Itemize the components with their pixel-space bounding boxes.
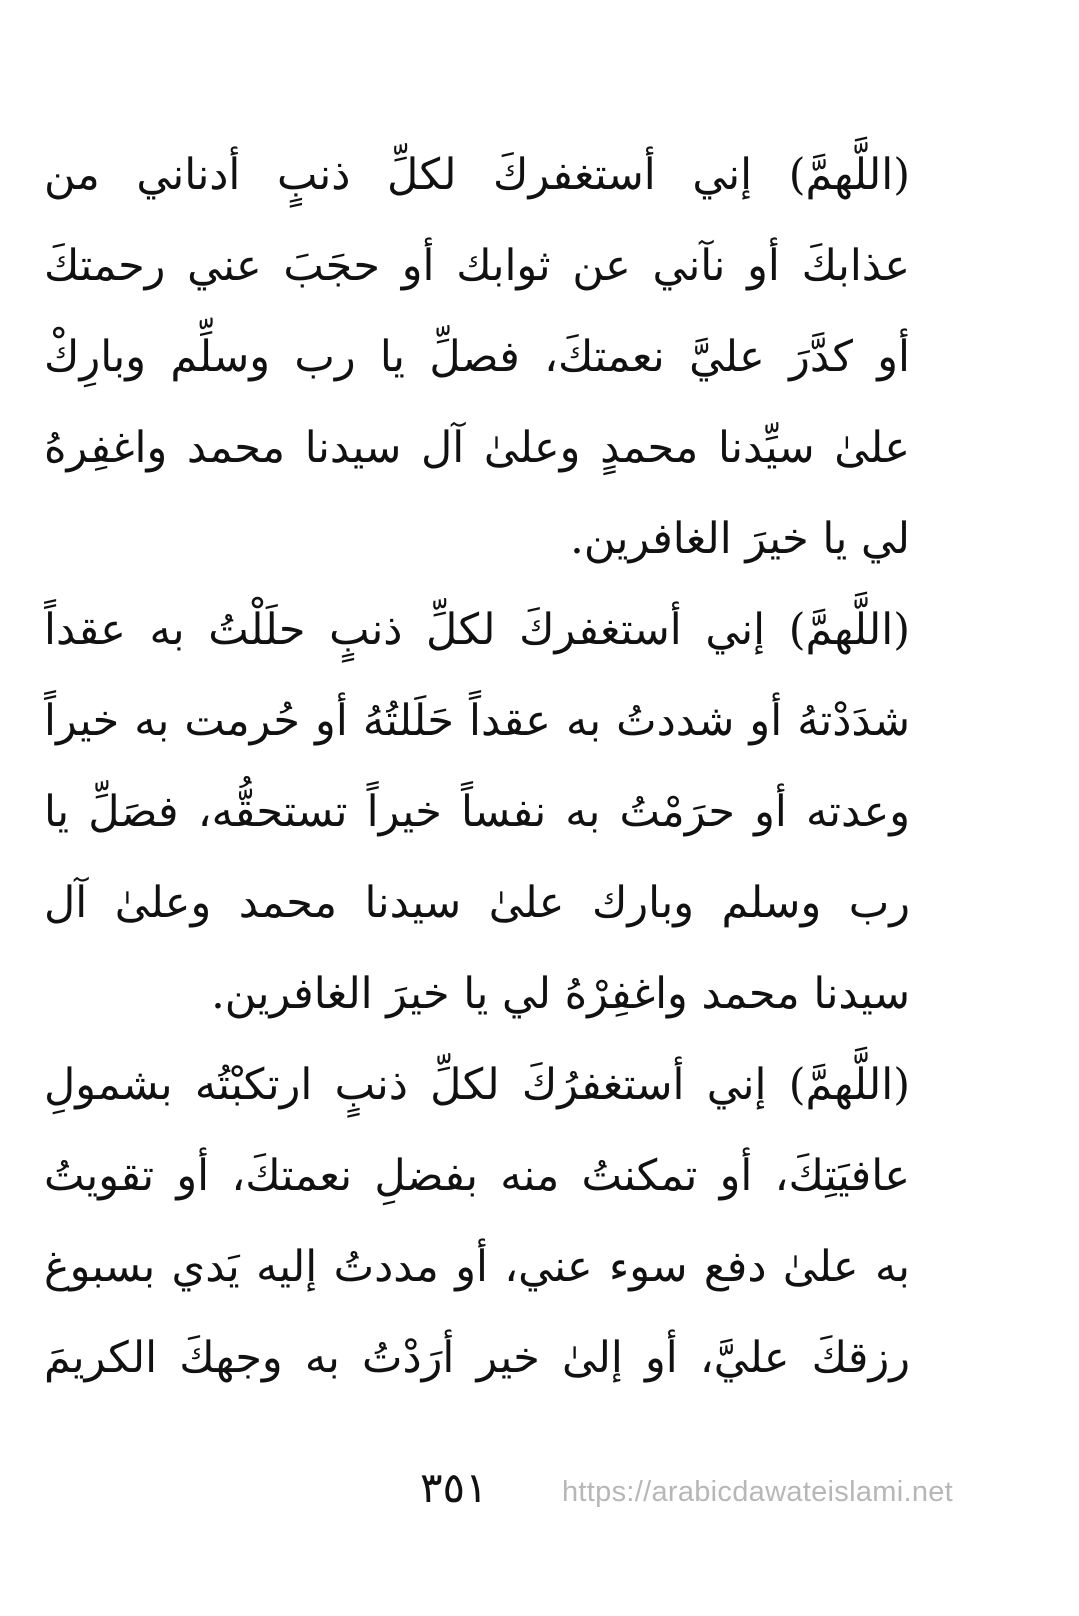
text-line: لي يا خيرَ الغافرين. bbox=[570, 514, 910, 564]
prayer-paragraph-3 bbox=[44, 1040, 910, 1404]
text-line: به علىٰ دفع سوء عني، أو مددتُ إليه يَدي بسبوغ bbox=[44, 1242, 910, 1292]
page-body-text bbox=[44, 130, 910, 1404]
text-line: عذابكَ أو نآني عن ثوابك أو حجَبَ عني رحمتكَ bbox=[44, 241, 910, 291]
source-watermark-url: https://arabicdawateislami.net bbox=[562, 1476, 954, 1508]
text-line: رب وسلم وبارك علىٰ سيدنا محمد وعلىٰ آل bbox=[44, 878, 910, 928]
text-line: عافيَتِكَ، أو تمكنتُ منه بفضلِ نعمتكَ، أو تقويتُ bbox=[44, 1151, 910, 1201]
text-line: (اللَّهمَّ) إني أستغفركَ لكلِّ ذنبٍ أدناني من bbox=[44, 150, 910, 200]
text-line: علىٰ سيِّدنا محمدٍ وعلىٰ آل سيدنا محمد واغفِرهُ bbox=[44, 423, 910, 473]
text-line: أو كدَّرَ عليَّ نعمتكَ، فصلِّ يا رب وسلِّم وبارِكْ bbox=[44, 332, 910, 382]
text-line: سيدنا محمد واغفِرْهُ لي يا خيرَ الغافرين. bbox=[211, 969, 910, 1019]
text-line: (اللَّهمَّ) إني أستغفركَ لكلِّ ذنبٍ حلَلْتُ به عقداً bbox=[44, 605, 910, 655]
text-line: (اللَّهمَّ) إني أستغفرُكَ لكلِّ ذنبٍ ارتكبْتُه بشمولِ bbox=[44, 1060, 910, 1110]
prayer-paragraph-1 bbox=[44, 130, 910, 585]
prayer-paragraph-2 bbox=[44, 585, 910, 1040]
text-line: رزقكَ عليَّ، أو إلىٰ خير أرَدْتُ به وجهكَ الكريمَ bbox=[44, 1333, 910, 1383]
text-line: شدَدْتهُ أو شددتُ به عقداً حَلَلتُهُ أو حُرمت به خيراً bbox=[44, 696, 910, 746]
page-footer bbox=[420, 1460, 1020, 1520]
text-line: وعدته أو حرَمْتُ به نفساً خيراً تستحقُّه، فصَلِّ يا bbox=[44, 787, 910, 837]
page-number: ٣٥١ bbox=[420, 1463, 488, 1512]
